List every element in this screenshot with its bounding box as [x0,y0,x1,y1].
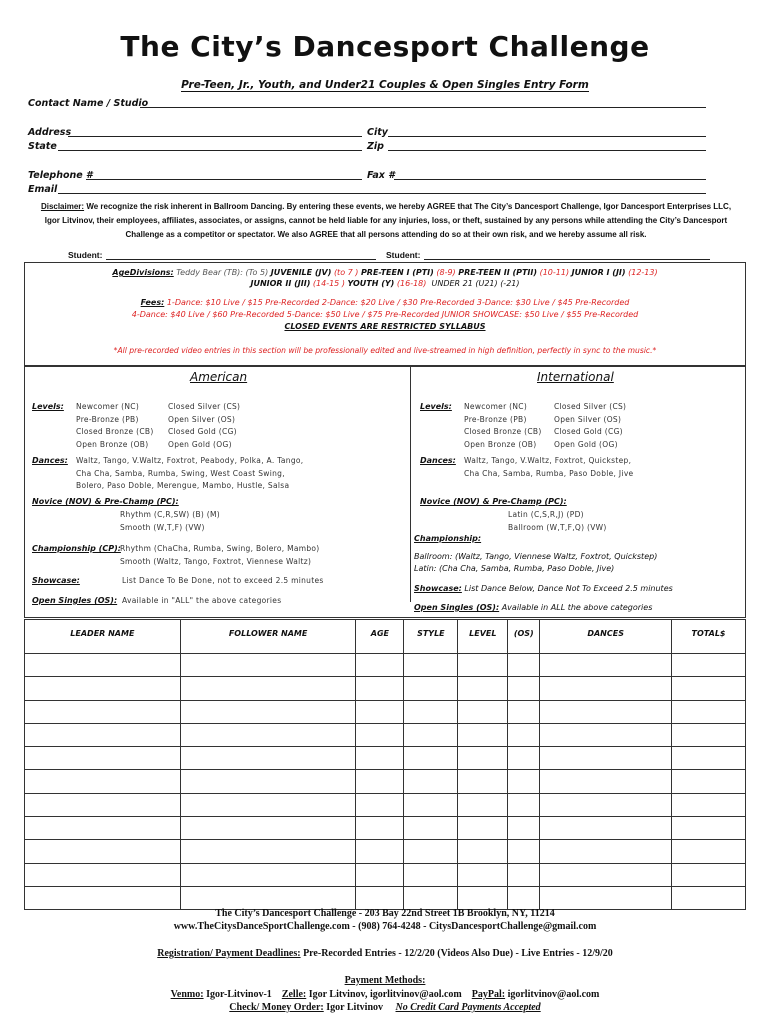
american-champ-rhythm: Rhythm (ChaCha, Rumba, Swing, Bolero, Mambo) [120,544,320,553]
junior-1-age: (12-13) [628,268,658,277]
age-divisions-label: AgeDivisions: [112,268,174,277]
table-row [25,863,746,886]
cell-total[interactable] [672,817,746,840]
student-1-label: Student: [68,250,103,260]
cell-level[interactable] [458,770,508,793]
cell-dances[interactable] [540,700,672,723]
cell-leader[interactable] [25,817,181,840]
contact-label: Contact Name / Studio [28,98,149,109]
cell-dances[interactable] [540,817,672,840]
cell-follower[interactable] [180,747,356,770]
footer-deadlines [0,948,770,959]
cell-level[interactable] [458,677,508,700]
cell-age[interactable] [356,723,404,746]
closed-events-note: CLOSED EVENTS ARE RESTRICTED SYLLABUS [284,322,486,331]
disclaimer-line-1: We recognize the risk inherent in Ballroom Dancing. By entering these events, we hereby AGREE that The City’s Dancesport Challenge, Igor Dancesport Enterprises LLC, [86,202,732,211]
disclaimer [28,200,744,242]
venmo-value: Igor-Litvinov-1 [203,989,272,1000]
junior-1-division: JUNIOR I (JI) [571,268,626,277]
youth-age: (16-18) [396,279,427,288]
american-novice-label: Novice (NOV) & Pre-Champ (PC): [32,497,179,506]
header-leader-name: LEADER NAME [25,620,181,654]
city-label: City [367,127,388,138]
american-levels-label: Levels: [32,402,64,411]
deadline-text: Pre-Recorded Entries - 12/2/20 (Videos Also Due) - Live Entries - 12/9/20 [300,948,613,959]
subtitle-text: Pre-Teen, Jr., Youth, and Under21 Couples & Open Singles Entry Form [181,79,589,91]
cell-follower[interactable] [180,840,356,863]
zelle-value: Igor Litvinov, igorlitvinov@aol.com [306,989,462,1000]
cell-style[interactable] [404,863,458,886]
entry-table-body [25,654,746,910]
cell-total[interactable] [672,793,746,816]
cell-leader[interactable] [25,886,181,909]
payment-methods-label: Payment Methods: [344,975,426,986]
cell-style[interactable] [404,654,458,677]
cell-style[interactable] [404,840,458,863]
cell-dances[interactable] [540,886,672,909]
american-rhythm: Rhythm (C,R,SW) (B) (M) [120,510,221,519]
deadline-label: Registration/ Payment Deadlines: [157,948,301,959]
disclaimer-line-3: Challenge as a competitor or spectator. We also AGREE that all persons attending do so at their own risk, and we hereby assume all risk. [125,230,647,239]
age-divisions-line-1 [0,268,770,277]
cell-leader[interactable] [25,747,181,770]
cell-age[interactable] [356,700,404,723]
cell-level[interactable] [458,793,508,816]
cell-level[interactable] [458,817,508,840]
cell-style[interactable] [404,700,458,723]
cell-age[interactable] [356,747,404,770]
cell-os[interactable] [508,817,540,840]
styles-divider [410,366,411,602]
form-title: The City’s Dancesport Challenge [120,30,650,63]
international-level-item: Closed Gold (CG) [554,427,623,436]
cell-os[interactable] [508,700,540,723]
cell-level[interactable] [458,886,508,909]
no-credit-card-note: No Credit Card Payments Accepted [395,1002,541,1013]
cell-level[interactable] [458,700,508,723]
table-row [25,840,746,863]
cell-follower[interactable] [180,793,356,816]
american-dances-line: Waltz, Tango, V.Waltz, Foxtrot, Peabody, Polka, A. Tango, [76,456,304,465]
telephone-label: Telephone # [28,170,93,181]
international-showcase [414,584,673,593]
state-field[interactable] [58,139,362,151]
international-level-item: Closed Silver (CS) [554,402,627,411]
international-showcase-text: List Dance Below, Dance Not To Exceed 2.5 minutes [464,584,673,593]
cell-dances[interactable] [540,723,672,746]
cell-age[interactable] [356,840,404,863]
american-showcase-label: Showcase: [32,576,80,585]
cell-dances[interactable] [540,840,672,863]
international-levels-col-1 [464,401,542,451]
zelle-label: Zelle: [281,989,307,1000]
fees-label: Fees: [140,298,165,307]
cell-follower[interactable] [180,770,356,793]
cell-leader[interactable] [25,677,181,700]
international-dances [464,455,633,480]
cell-age[interactable] [356,770,404,793]
cell-level[interactable] [458,654,508,677]
international-heading: International [537,370,614,384]
form-subtitle [0,79,770,91]
international-open-singles [414,603,652,612]
fees-line-2: 4-Dance: $40 Live / $60 Pre-Recorded 5-Dance: $50 Live / $75 Pre-Recorded JUNIOR SHOWCASE: $50 Live / $55 Pre-Recorded [131,310,639,319]
address-label: Address [28,127,72,138]
cell-dances[interactable] [540,793,672,816]
footer-payment-title [0,975,770,986]
cell-style[interactable] [404,770,458,793]
header-level: LEVEL [458,620,508,654]
table-row [25,723,746,746]
header-age: AGE [356,620,404,654]
international-champ-latin: Latin: (Cha Cha, Samba, Rumba, Paso Doble, Jive) [414,564,615,573]
disclaimer-label: Disclaimer: [40,202,85,211]
cell-dances[interactable] [540,863,672,886]
international-champ-ballroom: Ballroom: (Waltz, Tango, Viennese Waltz, Foxtrot, Quickstep) [414,552,658,561]
cell-level[interactable] [458,723,508,746]
cell-dances[interactable] [540,747,672,770]
cell-age[interactable] [356,793,404,816]
disclaimer-line-2: Igor Litvinov, their employees, affiliates, associates, or assigns, cannot be held liable for any injuries, loss, or theft, sustained by any persons while attending the City’s Dancesport [44,216,728,225]
american-level-item: Newcomer (NC) [76,402,140,411]
american-champ-smooth: Smooth (Waltz, Tango, Foxtrot, Viennese Waltz) [120,557,312,566]
table-row [25,677,746,700]
junior-2-division: JUNIOR II (JII) [250,279,311,288]
cell-os[interactable] [508,654,540,677]
international-open-singles-label: Open Singles (OS): [414,603,500,612]
cell-dances[interactable] [540,677,672,700]
cell-age[interactable] [356,677,404,700]
cell-total[interactable] [672,677,746,700]
pre-teen-2-division: PRE-TEEN II (PTII) [458,268,538,277]
cell-total[interactable] [672,723,746,746]
table-header-row [25,620,746,654]
american-levels-col-1 [76,401,154,451]
pre-teen-1-age: (8-9) [436,268,456,277]
cell-os[interactable] [508,677,540,700]
international-championship-label: Championship: [414,534,482,543]
american-open-singles-text: Available in "ALL" the above categories [122,596,282,605]
cell-total[interactable] [672,654,746,677]
cell-os[interactable] [508,793,540,816]
international-open-singles-text: Available in ALL the above categories [501,603,653,612]
american-level-item: Closed Bronze (CB) [76,427,154,436]
entry-table [24,619,746,910]
cell-style[interactable] [404,793,458,816]
cell-age[interactable] [356,886,404,909]
email-label: Email [28,184,58,195]
contact-field[interactable] [140,96,706,108]
international-level-item: Open Gold (OG) [554,439,618,449]
under-21-division: UNDER 21 (U21) [431,279,498,288]
cell-os[interactable] [508,770,540,793]
cell-dances[interactable] [540,770,672,793]
table-row [25,770,746,793]
international-level-item: Open Silver (OS) [554,414,622,424]
american-smooth: Smooth (W,T,F) (VW) [120,523,205,532]
cell-leader[interactable] [25,723,181,746]
american-open-singles-label: Open Singles (OS): [32,596,118,605]
cell-total[interactable] [672,886,746,909]
student-2-label: Student: [386,250,421,260]
telephone-field[interactable] [86,168,362,180]
international-levels-label: Levels: [420,402,452,411]
check-value: Igor Litvinov [323,1002,384,1013]
pre-teen-1-division: PRE-TEEN I (PTI) [360,268,434,277]
city-field[interactable] [388,125,706,137]
under-21-age: (-21) [500,279,520,288]
cell-os[interactable] [508,886,540,909]
juvenile-age: (to 7 ) [333,268,359,277]
table-row [25,700,746,723]
international-novice-label: Novice (NOV) & Pre-Champ (PC): [420,497,567,506]
cell-level[interactable] [458,747,508,770]
state-label: State [28,141,57,152]
zip-field[interactable] [388,139,706,151]
student-2-field[interactable] [424,248,710,260]
cell-total[interactable] [672,840,746,863]
cell-os[interactable] [508,840,540,863]
international-level-item: Pre-Bronze (PB) [464,414,527,424]
header-os: (OS) [508,620,540,654]
american-level-item: Open Bronze (OB) [76,439,149,449]
cell-follower[interactable] [180,654,356,677]
cell-leader[interactable] [25,654,181,677]
american-levels-col-2 [168,401,240,451]
cell-follower[interactable] [180,700,356,723]
international-level-item: Newcomer (NC) [464,402,528,411]
venmo-label: Venmo: [170,989,204,1000]
cell-level[interactable] [458,840,508,863]
international-level-item: Closed Bronze (CB) [464,427,542,436]
cell-follower[interactable] [180,677,356,700]
american-dances [76,455,303,493]
fax-label: Fax # [367,170,395,181]
cell-dances[interactable] [540,654,672,677]
cell-follower[interactable] [180,886,356,909]
table-row [25,817,746,840]
cell-leader[interactable] [25,793,181,816]
international-dances-line: Waltz, Tango, V.Waltz, Foxtrot, Quickstep, [464,456,632,465]
cell-style[interactable] [404,747,458,770]
table-row [25,654,746,677]
table-row [25,793,746,816]
cell-age[interactable] [356,654,404,677]
international-levels-col-2 [554,401,626,451]
junior-2-age: (14-15 ) [312,279,345,288]
youth-division: YOUTH (Y) [347,279,395,288]
american-dances-label: Dances: [32,456,68,465]
cell-total[interactable] [672,700,746,723]
cell-style[interactable] [404,723,458,746]
check-label: Check/ Money Order: [229,1002,324,1013]
cell-age[interactable] [356,863,404,886]
international-latin: Latin (C,S,R,J) (PD) [508,510,584,519]
cell-total[interactable] [672,747,746,770]
fees-line-1 [0,298,770,307]
student-1-field[interactable] [106,248,376,260]
pre-teen-2-age: (10-11) [539,268,570,277]
footer-address: The City’s Dancesport Challenge - 203 Bay 22nd Street 1B Brooklyn, NY, 11214 [215,908,555,919]
american-showcase-text: List Dance To Be Done, not to exceed 2.5 minutes [122,576,324,585]
american-level-item: Open Silver (OS) [168,414,236,424]
paypal-value: igorlitvinov@aol.com [505,989,600,1000]
zip-label: Zip [367,141,384,152]
international-level-item: Open Bronze (OB) [464,439,537,449]
paypal-label: PayPal: [471,989,506,1000]
american-championship-label: Championship (CP): [32,544,121,553]
header-follower-name: FOLLOWER NAME [180,620,356,654]
fees-text-1: 1-Dance: $10 Live / $15 Pre-Recorded 2-Dance: $20 Live / $30 Pre-Recorded 3-Dance: $30 Live / $45 Pre-Recorded [166,298,630,307]
american-dances-line: Cha Cha, Samba, Rumba, Swing, West Coast Swing, [76,468,285,478]
address-field[interactable] [68,125,362,137]
cell-follower[interactable] [180,863,356,886]
cell-leader[interactable] [25,863,181,886]
american-level-item: Closed Gold (CG) [168,427,237,436]
header-total: TOTAL$ [672,620,746,654]
email-field[interactable] [58,182,706,194]
cell-age[interactable] [356,817,404,840]
cell-os[interactable] [508,747,540,770]
cell-follower[interactable] [180,817,356,840]
video-note: *All pre-recorded video entries in this section will be professionally edited and live-streamed in high definition, perfectly in sync to the music.* [113,346,657,355]
american-level-item: Pre-Bronze (PB) [76,414,139,424]
cell-leader[interactable] [25,700,181,723]
international-ballroom: Ballroom (W,T,F,Q) (VW) [508,523,607,532]
cell-level[interactable] [458,863,508,886]
international-showcase-label: Showcase: [414,584,462,593]
american-level-item: Closed Silver (CS) [168,402,241,411]
age-divisions-line-2 [0,279,770,288]
american-level-item: Open Gold (OG) [168,439,232,449]
cell-leader[interactable] [25,770,181,793]
international-dances-label: Dances: [420,456,456,465]
cell-total[interactable] [672,863,746,886]
footer-payment-methods [0,989,770,1000]
cell-os[interactable] [508,863,540,886]
footer-check [0,1002,770,1013]
header-style: STYLE [404,620,458,654]
teddy-bear-division: Teddy Bear (TB): (To 5) [176,268,269,277]
cell-total[interactable] [672,770,746,793]
footer-contact: www.TheCitysDanceSportChallenge.com - (908) 764-4248 - CitysDancesportChallenge@gmail.com [173,921,597,932]
header-dances: DANCES [540,620,672,654]
cell-style[interactable] [404,886,458,909]
table-row [25,886,746,909]
fax-field[interactable] [394,168,706,180]
juvenile-division: JUVENILE (JV) [270,268,332,277]
table-row [25,747,746,770]
international-dances-line: Cha Cha, Samba, Rumba, Paso Doble, Jive [464,468,634,478]
cell-leader[interactable] [25,840,181,863]
american-dances-line: Bolero, Paso Doble, Merengue, Mambo, Hustle, Salsa [76,481,290,490]
cell-style[interactable] [404,677,458,700]
cell-follower[interactable] [180,723,356,746]
american-heading: American [190,370,248,384]
cell-os[interactable] [508,723,540,746]
cell-style[interactable] [404,817,458,840]
